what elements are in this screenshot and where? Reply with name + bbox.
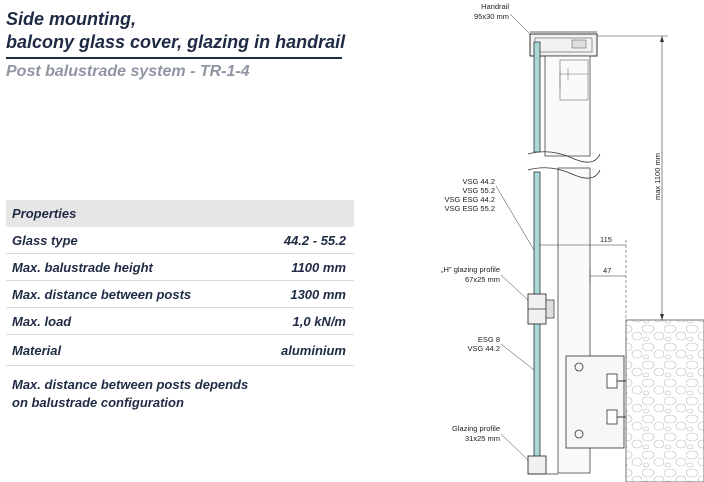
property-value: 1,0 kN/m xyxy=(292,313,346,329)
property-label: Max. load xyxy=(12,313,72,329)
handrail-size-label: 95x30 mm xyxy=(473,12,509,21)
h-profile-size-label: 67x25 mm xyxy=(464,275,500,284)
post-lower xyxy=(558,168,626,473)
title-line-2: balcony glass cover, glazing in handrail xyxy=(6,32,346,52)
note-line-1: Max. distance between posts depends xyxy=(12,377,249,392)
subtitle: Post balustrade system - TR-1-4 xyxy=(6,63,250,80)
technical-drawing xyxy=(400,0,704,482)
property-row-material xyxy=(6,335,354,366)
post-upper xyxy=(545,56,590,156)
note-line-2: on balustrade configuration xyxy=(12,395,184,410)
title-divider xyxy=(6,57,342,59)
property-value: 44.2 - 55.2 xyxy=(283,232,346,248)
property-row-load xyxy=(6,308,354,335)
h-profile-label: „H" glazing profile xyxy=(441,265,500,274)
glass-pane-lower xyxy=(534,320,540,468)
title-line-1: Side mounting, xyxy=(6,9,136,29)
properties-header: Properties xyxy=(6,200,354,227)
h-glazing-profile xyxy=(528,294,554,324)
wall-section xyxy=(626,320,704,482)
page-title xyxy=(6,8,345,54)
glass-pane-middle xyxy=(534,172,540,298)
esg-label-2: VSG 44.2 xyxy=(467,344,500,353)
properties-note xyxy=(12,376,312,412)
glass-label-1: VSG 44.2 xyxy=(462,177,495,186)
glass-pane-upper xyxy=(534,42,540,152)
dimension-47-label: 47 xyxy=(603,266,612,275)
property-label: Max. balustrade height xyxy=(12,259,153,275)
property-label: Material xyxy=(12,342,62,358)
property-label: Glass type xyxy=(12,232,78,248)
glass-label-3: VSG ESG 44.2 xyxy=(444,195,495,204)
glazing-profile-size-label: 31x25 mm xyxy=(464,434,500,443)
property-row-distance xyxy=(6,281,354,308)
bottom-glazing-profile xyxy=(528,456,558,474)
property-value: 1100 mm xyxy=(291,259,346,275)
handrail-label: Handrail xyxy=(481,2,509,11)
property-label: Max. distance between posts xyxy=(12,286,192,302)
glass-label-4: VSG ESG 55.2 xyxy=(444,204,495,213)
property-value: 1300 mm xyxy=(290,286,346,302)
properties-table xyxy=(6,200,354,366)
glazing-profile-label: Glazing profile xyxy=(452,424,500,433)
glass-label-2: VSG 55.2 xyxy=(462,186,495,195)
height-dimension-label: max 1100 mm xyxy=(653,153,662,200)
esg-label-1: ESG 8 xyxy=(477,335,500,344)
dimension-115-label: 115 xyxy=(600,235,612,244)
property-row-height xyxy=(6,254,354,281)
property-value: aluminium xyxy=(280,342,346,358)
property-row-glass-type xyxy=(6,227,354,254)
